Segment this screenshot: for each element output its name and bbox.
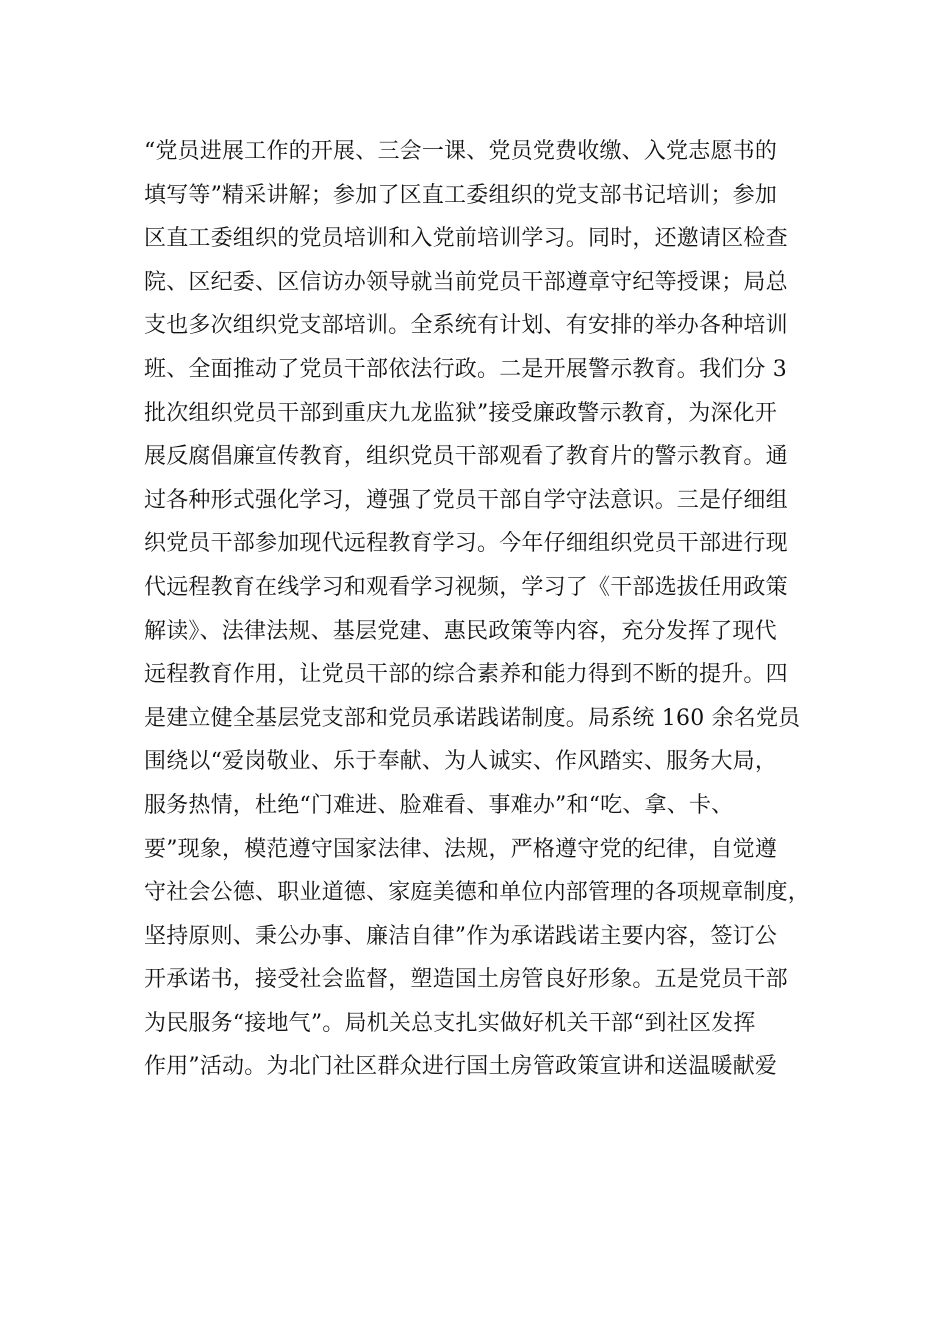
text-line: 班、全面推动了党员干部依法行政。二是开展警示教育。我们分 3 — [144, 356, 787, 382]
text-line: 作用”活动。为北门社区群众进行国土房管政策宣讲和送温暖献爱 — [144, 1054, 778, 1080]
text-line: 坚持原则、秉公办事、廉洁自律”作为承诺践诺主要内容，签订公 — [144, 923, 778, 949]
text-line: 为民服务“接地气”。局机关总支扎实做好机关干部“到社区发挥 — [144, 1010, 756, 1036]
text-line: “党员进展工作的开展、三会一课、党员党费收缴、入党志愿书的 — [144, 139, 778, 164]
text-line: 开承诺书，接受社会监督，塑造国土房管良好形象。五是党员干部 — [144, 967, 788, 993]
text-line: 守社会公德、职业道德、家庭美德和单位内部管理的各项规章制度， — [144, 880, 811, 906]
text-line: 院、区纪委、区信访办领导就当前党员干部遵章守纪等授课；局总 — [144, 269, 788, 295]
text-line: 区直工委组织的党员培训和入党前培训学习。同时，还邀请区检查 — [144, 226, 788, 252]
text-line: 代远程教育在线学习和观看学习视频，学习了《干部选拔任用政策 — [144, 574, 788, 600]
text-line: 是建立健全基层党支部和党员承诺践诺制度。局系统 160 余名党员 — [144, 705, 801, 731]
text-line: 批次组织党员干部到重庆九龙监狱”接受廉政警示教育，为深化开 — [144, 400, 778, 426]
text-line: 远程教育作用，让党员干部的综合素养和能力得到不断的提升。四 — [144, 662, 788, 688]
text-line: 服务热情，杜绝“门难进、脸难看、事难办”和“吃、拿、卡、 — [144, 792, 734, 818]
text-line: 织党员干部参加现代远程教育学习。今年仔细组织党员干部进行现 — [144, 531, 788, 557]
text-line: 展反腐倡廉宣传教育，组织党员干部观看了教育片的警示教育。通 — [144, 444, 788, 470]
text-line: 解读》、法律法规、基层党建、惠民政策等内容，充分发挥了现代 — [144, 618, 777, 644]
text-line: 填写等”精采讲解；参加了区直工委组织的党支部书记培训；参加 — [144, 182, 778, 208]
text-line: 过各种形式强化学习，遵强了党员干部自学守法意识。三是仔细组 — [144, 487, 788, 513]
text-line: 要”现象，模范遵守国家法律、法规，严格遵守党的纪律，自觉遵 — [144, 836, 778, 862]
body-paragraph — [144, 130, 814, 1089]
text-line: 支也多次组织党支部培训。全系统有计划、有安排的举办各种培训 — [144, 313, 788, 339]
text-line: 围绕以“爱岗敬业、乐于奉献、为人诚实、作风踏实、服务大局， — [144, 749, 778, 775]
